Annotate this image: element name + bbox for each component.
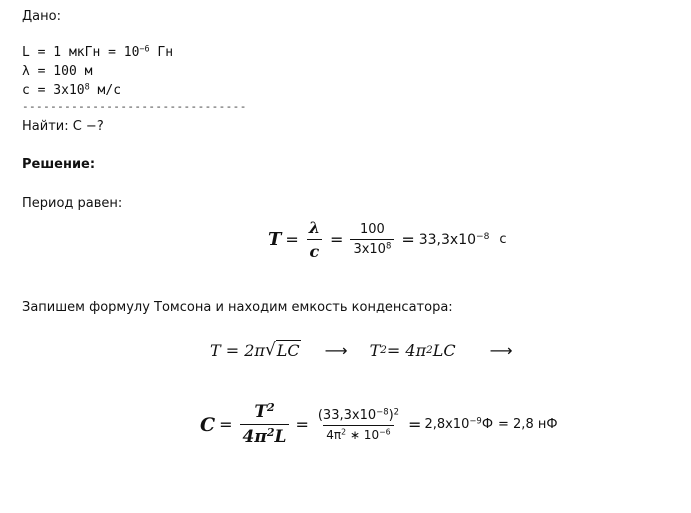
eq3-frac2-num-close: ) <box>388 407 394 423</box>
eq3-C: C <box>200 413 216 436</box>
eq1-lambda: λ <box>308 218 321 237</box>
thomson-label: Запишем формулу Томсона и находим емкость конденсатора: <box>22 300 453 315</box>
given-inductance-unit: Гн <box>149 45 174 60</box>
eq2-radicand: LC <box>276 341 300 360</box>
find-line: Найти: С −? <box>22 119 104 134</box>
eq1-equals-2: = <box>330 230 344 249</box>
eq3-frac2-num-pow: 2 <box>393 405 400 416</box>
eq1-denominator <box>350 239 394 257</box>
eq1-fraction-numeric <box>350 222 394 257</box>
eq3-num-base: T <box>254 402 267 422</box>
given-inductance-lhs: L = 1 мкГн = 10 <box>22 45 140 60</box>
eq1-equals-3: = <box>401 230 415 249</box>
eq2-left: T = 2π <box>210 340 265 360</box>
eq2-rhs: = 4π <box>386 340 427 360</box>
eq3-equals-3: = <box>408 415 422 434</box>
eq3-den-base: 4π <box>242 427 267 447</box>
eq3-frac2-denominator <box>323 425 393 442</box>
eq3-fraction-symbolic <box>240 402 290 447</box>
equation-period <box>268 218 507 261</box>
eq1-den-exp: 8 <box>385 240 392 251</box>
eq3-frac2-den-tail: ∗ 10 <box>346 427 380 442</box>
eq3-den-tail: L <box>274 427 287 447</box>
eq2-arrow-1: ⟶ <box>324 340 348 360</box>
eq1-equals: = <box>285 230 299 249</box>
eq1-unit: с <box>499 232 507 247</box>
eq2-sqrt <box>265 340 301 360</box>
eq3-frac2-den-pow: −6 <box>379 427 391 437</box>
given-heading: Дано: <box>22 9 61 24</box>
eq3-frac2-numerator <box>315 405 402 425</box>
eq3-numerator <box>251 402 277 424</box>
eq3-denominator <box>240 424 290 447</box>
equation-thomson: T = 2π √ LC ⟶ T 2 = 4π 2 LC ⟶ <box>210 340 513 360</box>
eq3-result-1 <box>424 417 493 432</box>
eq3-den-exp: 2 <box>266 425 275 439</box>
eq1-result <box>419 232 490 248</box>
eq2-rhs-tail: LC <box>432 340 456 360</box>
sqrt-sign-icon: √ <box>264 340 276 360</box>
given-speed-exp: 8 <box>84 81 90 92</box>
eq3-frac2-num-base: (33,3x10 <box>317 407 377 423</box>
eq3-frac2-num-exp: −8 <box>376 405 389 416</box>
eq2-T: T <box>369 340 381 360</box>
given-inductance <box>22 45 173 60</box>
eq3-num-exp: 2 <box>266 400 275 414</box>
given-speed-lhs: c = 3x10 <box>22 83 85 98</box>
given-speed <box>22 83 121 98</box>
eq1-result-exp: −8 <box>476 231 490 242</box>
eq3-equals-2: = <box>295 415 309 434</box>
period-label: Период равен: <box>22 196 123 211</box>
eq3-equals: = <box>219 415 233 434</box>
given-wavelength: λ = 100 м <box>22 64 93 79</box>
eq1-den-base: 3x10 <box>353 242 386 257</box>
eq1-T: T <box>268 229 282 250</box>
eq3-fraction-numeric <box>315 405 402 442</box>
given-divider: -------------------------------- <box>22 100 247 113</box>
eq3-result1-unit: Ф <box>481 417 494 432</box>
eq2-arrow-2: ⟶ <box>489 340 513 360</box>
solution-heading: Решение: <box>22 157 96 172</box>
eq1-result-base: 33,3x10 <box>418 231 477 248</box>
eq3-result-2: = 2,8 нФ <box>498 417 558 432</box>
eq3-result1-base: 2,8x10 <box>424 417 470 432</box>
eq1-c: c <box>307 239 323 261</box>
equation-capacitance <box>200 402 558 447</box>
eq1-numerator: 100 <box>359 222 385 237</box>
given-speed-unit: м/с <box>89 83 122 98</box>
eq3-frac2-den-base: 4π <box>326 427 342 442</box>
eq1-fraction-symbolic <box>306 218 323 261</box>
eq3-frac2-den-exp: 2 <box>341 427 347 437</box>
given-inductance-exp: −6 <box>139 43 150 54</box>
eq3-result1-exp: −9 <box>469 415 482 426</box>
